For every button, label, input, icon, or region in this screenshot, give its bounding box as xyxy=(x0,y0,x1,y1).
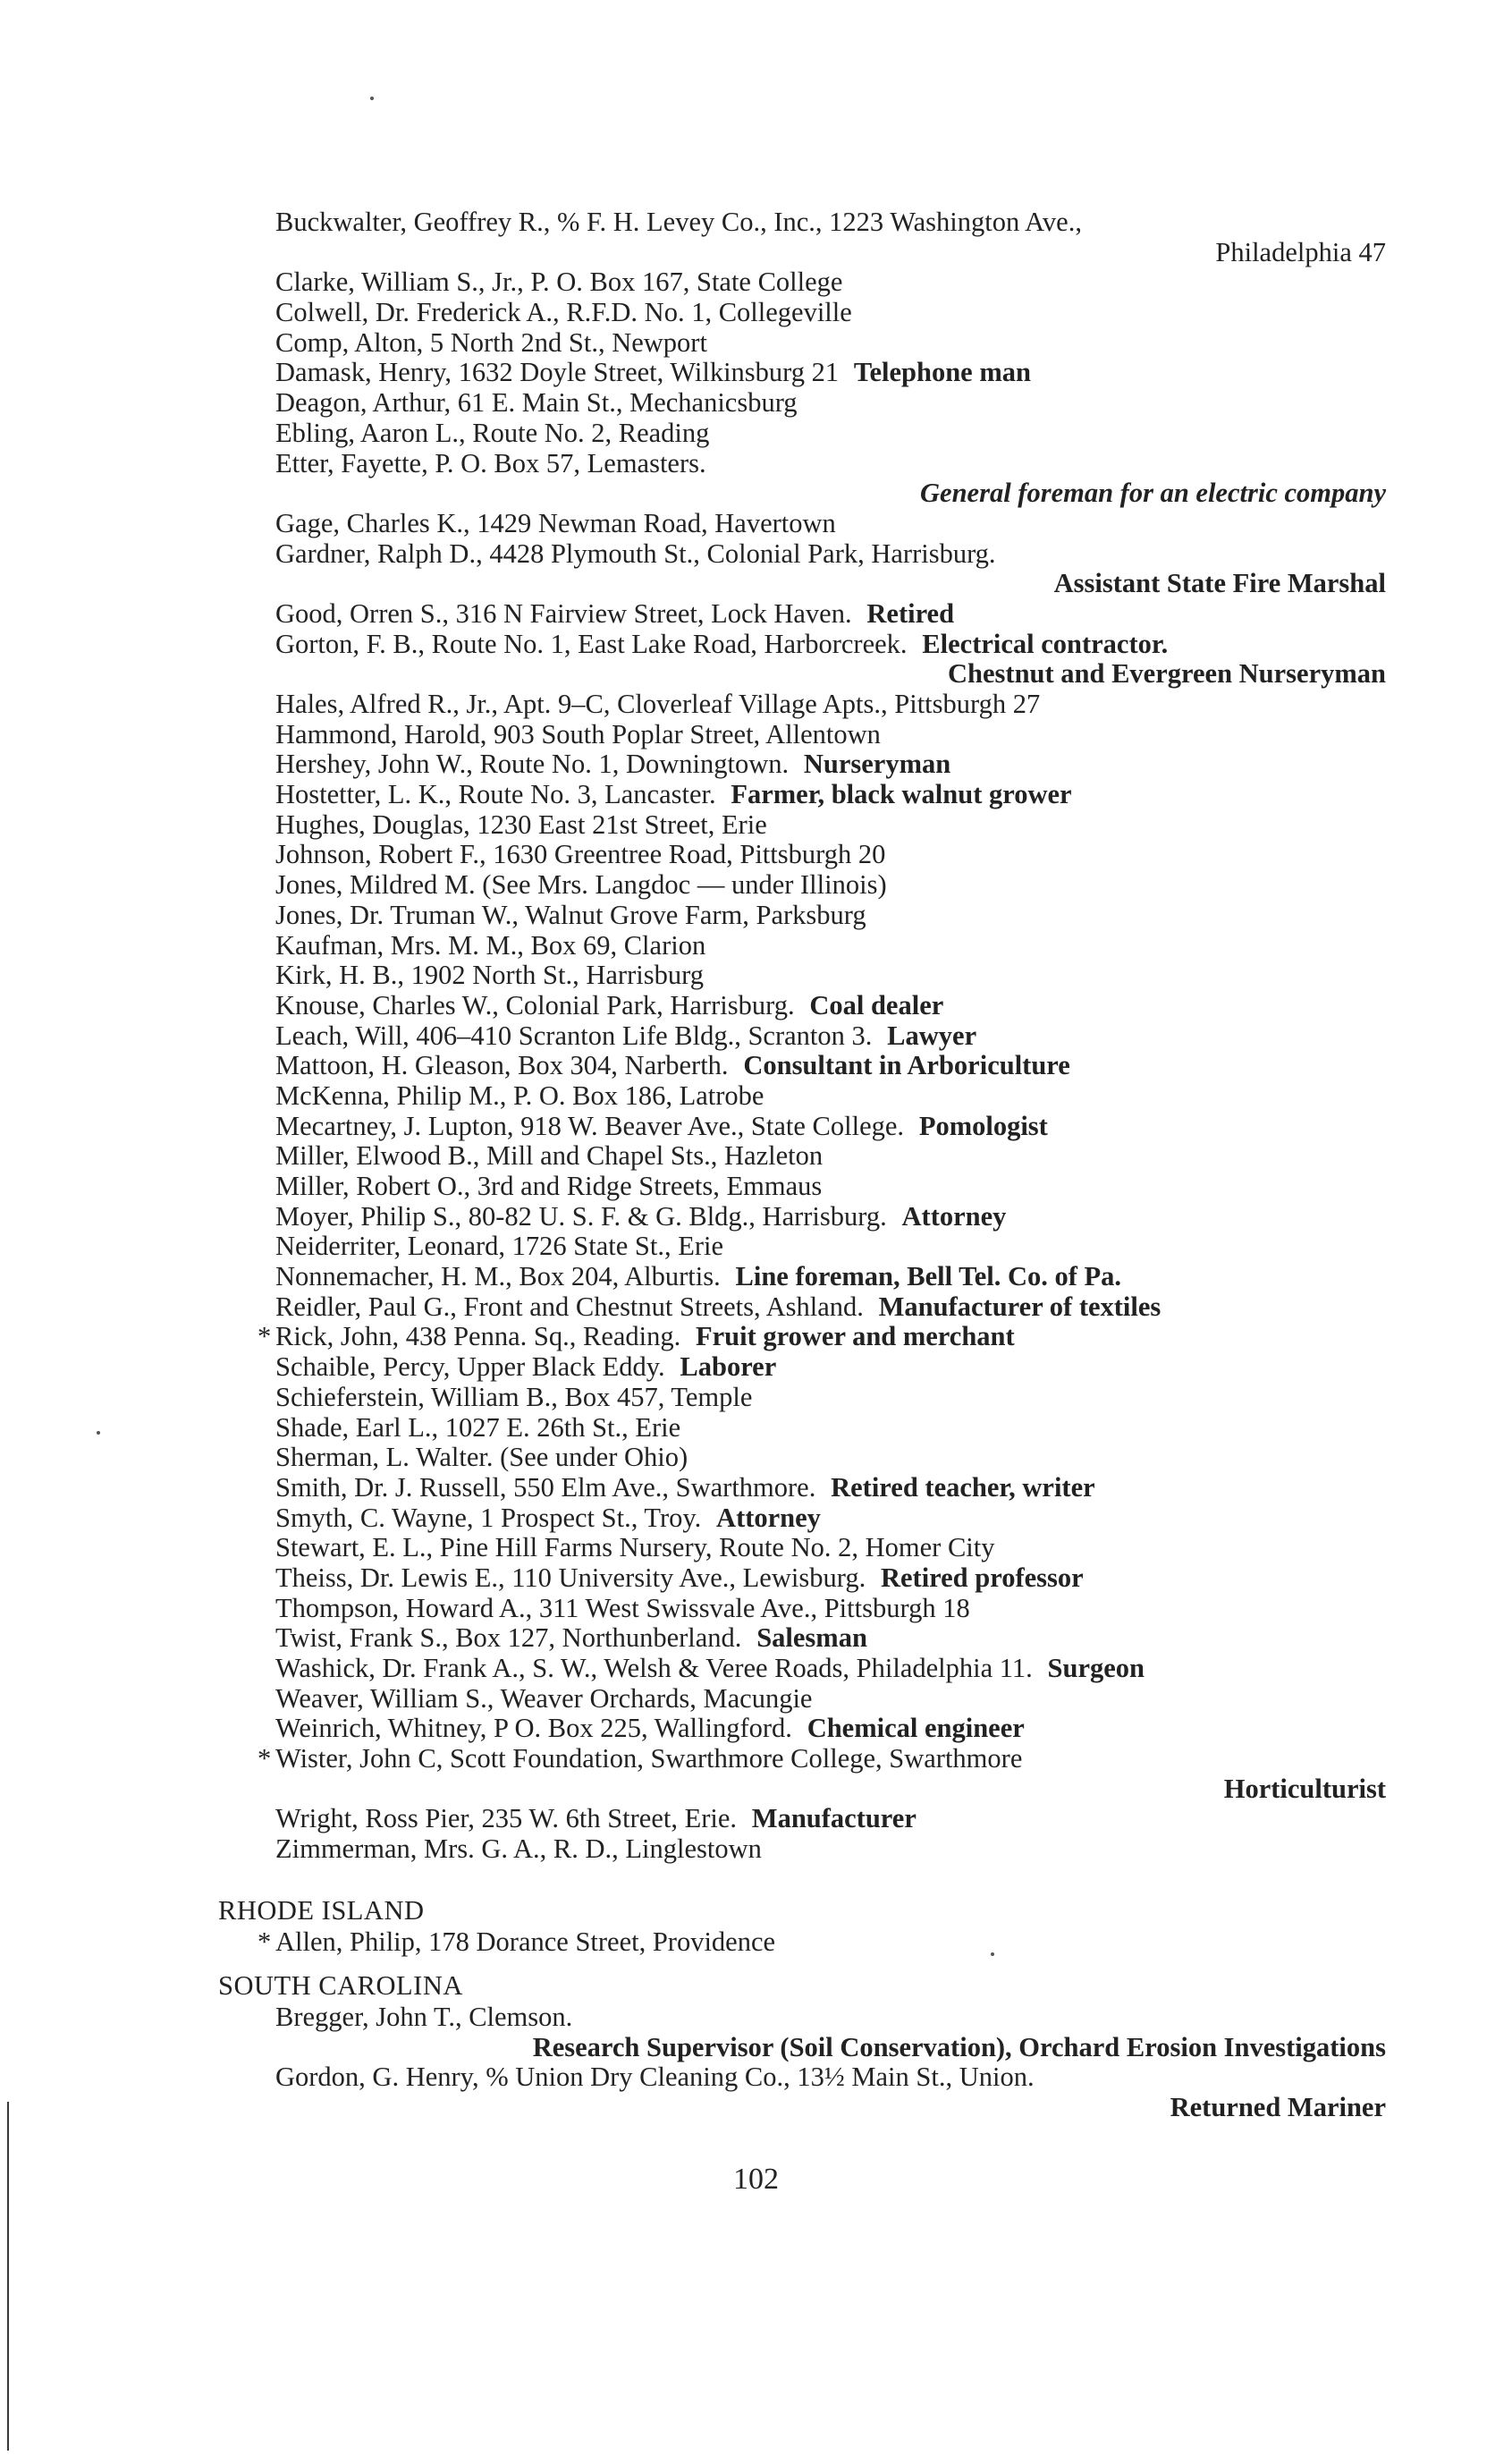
entry-line xyxy=(275,358,1386,388)
entry-line xyxy=(275,1081,1386,1112)
entry-occupation: Attorney xyxy=(901,1200,1007,1232)
entry-line xyxy=(275,207,1386,238)
directory-entry xyxy=(275,901,1386,931)
scan-speck xyxy=(370,97,374,100)
entry-line xyxy=(275,419,1386,449)
entry-occupation: Surgeon xyxy=(1047,1653,1145,1683)
directory-entry xyxy=(275,1684,1386,1715)
entry-name-address: Shade, Earl L., 1027 E. 26th St., Erie xyxy=(275,1411,681,1443)
asterisk-marker: * xyxy=(258,1321,272,1352)
entry-line xyxy=(275,1563,1386,1594)
entry-line xyxy=(275,1594,1386,1624)
directory-entry xyxy=(275,720,1386,750)
entry-line xyxy=(258,1743,1386,1774)
directory-entry xyxy=(275,690,1386,720)
entry-line xyxy=(275,1443,1386,1473)
directory-entry xyxy=(275,1141,1386,1172)
entry-name-address: Ebling, Aaron L., Route No. 2, Reading xyxy=(275,417,710,448)
entry-continuation: Returned Mariner xyxy=(1170,2092,1386,2123)
directory-entry xyxy=(258,1321,1386,1352)
entry-line xyxy=(275,720,1386,750)
entry-name-address: Gardner, Ralph D., 4428 Plymouth St., Colonial Park, Harrisburg. xyxy=(275,538,996,569)
entry-name-address: Jones, Mildred M. (See Mrs. Langdoc — under Illinois) xyxy=(275,869,887,901)
entry-name-address: Moyer, Philip S., 80-82 U. S. F. & G. Bldg., Harrisburg. xyxy=(275,1200,887,1232)
entry-line xyxy=(275,1804,1386,1834)
entry-line xyxy=(275,1112,1386,1142)
entry-line xyxy=(275,1202,1386,1232)
entry-line xyxy=(275,1292,1386,1323)
entry-name-address: Johnson, Robert F., 1630 Greentree Road, Pittsburgh 20 xyxy=(275,839,886,870)
directory-entry xyxy=(275,1834,1386,1865)
directory-entry xyxy=(275,1202,1386,1232)
directory-entry xyxy=(275,539,1386,599)
entry-line xyxy=(275,388,1386,419)
state-heading-rhode-island: RHODE ISLAND xyxy=(218,1895,425,1926)
entry-line xyxy=(275,1383,1386,1413)
entry-name-address: Theiss, Dr. Lewis E., 110 University Ave., Lewisburg. xyxy=(275,1562,866,1593)
directory-entry xyxy=(275,749,1386,780)
entry-name-address: Mattoon, H. Gleason, Box 304, Narberth. xyxy=(275,1050,729,1081)
entry-occupation: Chemical engineer xyxy=(807,1713,1025,1744)
asterisk-marker: * xyxy=(258,1743,272,1774)
entry-line xyxy=(275,1503,1386,1534)
directory-entry xyxy=(275,358,1386,388)
entry-line xyxy=(275,870,1386,901)
entry-occupation: Electrical contractor. xyxy=(922,628,1169,659)
scan-edge-mark xyxy=(7,2102,9,2451)
directory-entry xyxy=(275,1623,1386,1654)
entry-line xyxy=(275,1413,1386,1444)
entry-line xyxy=(275,1714,1386,1744)
directory-entry xyxy=(275,1804,1386,1834)
directory-entry xyxy=(275,1352,1386,1383)
entry-line xyxy=(275,749,1386,780)
entry-line xyxy=(275,509,1386,539)
entry-name-address: Hammond, Harold, 903 South Poplar Street, Allentown xyxy=(275,718,881,749)
entry-name-address: Miller, Robert O., 3rd and Ridge Streets, Emmaus xyxy=(275,1171,823,1201)
entry-name-address: Washick, Dr. Frank A., S. W., Welsh & Veree Roads, Philadelphia 11. xyxy=(275,1653,1033,1683)
entry-line xyxy=(258,1926,1386,1958)
directory-entry xyxy=(275,328,1386,359)
south-carolina-entries xyxy=(275,2003,1386,2123)
entry-occupation: Laborer xyxy=(680,1351,777,1383)
entry-name-address: Rick, John, 438 Penna. Sq., Reading. xyxy=(275,1321,681,1352)
entry-line xyxy=(275,1172,1386,1202)
entry-line xyxy=(275,539,1386,570)
entry-name-address: Kirk, H. B., 1902 North St., Harrisburg xyxy=(275,960,704,991)
entry-line xyxy=(275,1141,1386,1172)
directory-entry xyxy=(275,599,1386,630)
entry-name-address: Gage, Charles K., 1429 Newman Road, Havertown xyxy=(275,507,836,538)
directory-entry xyxy=(275,1503,1386,1534)
directory-entry xyxy=(275,2003,1386,2062)
entry-name-address: Knouse, Charles W., Colonial Park, Harrisburg. xyxy=(275,989,795,1020)
directory-entry xyxy=(275,1262,1386,1292)
directory-entry xyxy=(275,810,1386,841)
entry-continuation: Assistant State Fire Marshal xyxy=(1053,568,1386,599)
entry-name-address: Sherman, L. Walter. (See under Ohio) xyxy=(275,1442,688,1473)
entry-line xyxy=(275,1262,1386,1292)
entry-continuation: Horticulturist xyxy=(1223,1773,1386,1804)
directory-entry xyxy=(275,1533,1386,1563)
directory-entry xyxy=(275,780,1386,810)
entry-line xyxy=(275,1473,1386,1503)
directory-entry xyxy=(275,298,1386,328)
entry-name-address: Thompson, Howard A., 311 West Swissvale Ave., Pittsburgh 18 xyxy=(275,1592,970,1623)
directory-entry xyxy=(275,449,1386,509)
entry-name-address: Allen, Philip, 178 Dorance Street, Providence xyxy=(275,1926,776,1957)
page-number: 102 xyxy=(733,2163,779,2196)
entry-name-address: Zimmerman, Mrs. G. A., R. D., Linglestown xyxy=(275,1833,762,1865)
entry-name-address: Hales, Alfred R., Jr., Apt. 9–C, Cloverleaf Village Apts., Pittsburgh 27 xyxy=(275,689,1041,719)
entry-line xyxy=(275,267,1386,298)
entry-line xyxy=(275,991,1386,1021)
entry-line xyxy=(275,961,1386,991)
state-heading-south-carolina: SOUTH CAROLINA xyxy=(218,1970,463,2001)
entry-name-address: Nonnemacher, H. M., Box 204, Alburtis. xyxy=(275,1261,721,1292)
entry-name-address: Smith, Dr. J. Russell, 550 Elm Ave., Swarthmore. xyxy=(275,1471,816,1503)
directory-entry xyxy=(275,840,1386,870)
entry-name-address: Kaufman, Mrs. M. M., Box 69, Clarion xyxy=(275,929,706,961)
entry-line xyxy=(275,1021,1386,1052)
directory-entry xyxy=(275,870,1386,901)
entry-line xyxy=(275,1834,1386,1865)
directory-entry xyxy=(275,961,1386,991)
directory-entry xyxy=(275,1172,1386,1202)
asterisk-marker: * xyxy=(258,1926,272,1957)
directory-entry xyxy=(275,1654,1386,1684)
entry-occupation: Coal dealer xyxy=(809,989,944,1020)
directory-entry xyxy=(275,1473,1386,1503)
entry-name-address: Buckwalter, Geoffrey R., % F. H. Levey Co., Inc., 1223 Washington Ave., xyxy=(275,207,1082,237)
entry-name-address: Weaver, William S., Weaver Orchards, Macungie xyxy=(275,1682,813,1714)
entry-occupation: Pomologist xyxy=(918,1110,1048,1141)
entry-name-address: Hostetter, L. K., Route No. 3, Lancaster. xyxy=(275,779,716,810)
entry-line xyxy=(275,1684,1386,1715)
entry-occupation: Lawyer xyxy=(887,1020,977,1051)
entry-occupation: Consultant in Arboriculture xyxy=(743,1050,1070,1081)
directory-entry xyxy=(275,207,1386,267)
entry-line xyxy=(275,690,1386,720)
entry-occupation: Farmer, black walnut grower xyxy=(731,779,1072,810)
directory-entry xyxy=(275,1594,1386,1624)
entry-line xyxy=(275,1623,1386,1654)
entry-line xyxy=(275,328,1386,359)
scan-speck xyxy=(991,1952,994,1956)
directory-entry xyxy=(258,1926,1386,1958)
entry-line xyxy=(275,901,1386,931)
entry-line xyxy=(275,780,1386,810)
entry-name-address: Weinrich, Whitney, P O. Box 225, Wallingford. xyxy=(275,1713,792,1744)
entry-line xyxy=(275,599,1386,630)
directory-entry xyxy=(275,1714,1386,1744)
directory-entry xyxy=(275,1051,1386,1081)
entry-line xyxy=(275,810,1386,841)
entry-name-address: Schaible, Percy, Upper Black Eddy. xyxy=(275,1351,665,1383)
entry-name-address: Hershey, John W., Route No. 1, Downingtown. xyxy=(275,749,790,780)
entry-name-address: Comp, Alton, 5 North 2nd St., Newport xyxy=(275,326,707,358)
directory-entry xyxy=(275,388,1386,419)
entry-line xyxy=(275,1654,1386,1684)
scan-speck xyxy=(97,1431,100,1435)
directory-entry xyxy=(275,630,1386,690)
entry-continuation: General foreman for an electric company xyxy=(920,478,1386,509)
directory-entry xyxy=(275,267,1386,298)
directory-entry xyxy=(275,991,1386,1021)
pennsylvania-entries xyxy=(258,207,1386,1865)
entry-line xyxy=(275,298,1386,328)
entry-line xyxy=(275,840,1386,870)
directory-entry xyxy=(275,1292,1386,1323)
directory-entry xyxy=(275,1563,1386,1594)
entry-occupation: Retired teacher, writer xyxy=(831,1471,1095,1503)
entry-occupation: Manufacturer xyxy=(751,1803,916,1834)
entry-name-address: Neiderriter, Leonard, 1726 State St., Erie xyxy=(275,1231,724,1262)
directory-entry xyxy=(275,419,1386,449)
directory-entry xyxy=(275,1021,1386,1052)
entry-line xyxy=(258,1321,1386,1352)
entry-name-address: Reidler, Paul G., Front and Chestnut Streets, Ashland. xyxy=(275,1291,864,1322)
entry-line xyxy=(275,931,1386,961)
entry-name-address: Good, Orren S., 316 N Fairview Street, Lock Haven. xyxy=(275,597,852,629)
entry-name-address: Schieferstein, William B., Box 457, Temple xyxy=(275,1381,753,1412)
directory-entry xyxy=(275,1413,1386,1444)
directory-entry xyxy=(275,1112,1386,1142)
entry-name-address: Etter, Fayette, P. O. Box 57, Lemasters. xyxy=(275,447,706,478)
entry-continuation: Research Supervisor (Soil Conservation), Orchard Erosion Investigations xyxy=(532,2031,1386,2062)
entry-occupation: Retired xyxy=(866,597,955,629)
directory-entry xyxy=(275,931,1386,961)
entry-occupation: Salesman xyxy=(756,1622,867,1654)
directory-entry xyxy=(275,2062,1386,2122)
entry-line xyxy=(275,1232,1386,1262)
entry-line xyxy=(275,1352,1386,1383)
entry-occupation: Fruit grower and merchant xyxy=(696,1321,1015,1352)
directory-entry xyxy=(275,509,1386,539)
entry-occupation: Nurseryman xyxy=(803,749,951,780)
entry-name-address: Twist, Frank S., Box 127, Northunberland. xyxy=(275,1622,742,1654)
entry-line xyxy=(275,630,1386,660)
entry-occupation: Attorney xyxy=(716,1502,821,1533)
directory-entry xyxy=(275,1232,1386,1262)
entry-line xyxy=(275,2062,1386,2093)
entry-name-address: Jones, Dr. Truman W., Walnut Grove Farm, Parksburg xyxy=(275,899,866,930)
entry-line xyxy=(275,1051,1386,1081)
entry-line xyxy=(275,2003,1386,2033)
entry-name-address: Wright, Ross Pier, 235 W. 6th Street, Erie. xyxy=(275,1803,738,1834)
entry-name-address: Miller, Elwood B., Mill and Chapel Sts., Hazleton xyxy=(275,1140,824,1172)
entry-name-address: Colwell, Dr. Frederick A., R.F.D. No. 1, Collegeville xyxy=(275,297,852,328)
entry-name-address: Deagon, Arthur, 61 E. Main St., Mechanicsburg xyxy=(275,387,798,419)
entry-name-address: Bregger, John T., Clemson. xyxy=(275,2002,573,2032)
entry-name-address: McKenna, Philip M., P. O. Box 186, Latrobe xyxy=(275,1080,764,1111)
entry-occupation: Telephone man xyxy=(853,357,1031,388)
entry-name-address: Damask, Henry, 1632 Doyle Street, Wilkinsburg 21 xyxy=(275,357,840,388)
entry-continuation: Chestnut and Evergreen Nurseryman xyxy=(948,658,1386,690)
entry-line xyxy=(275,1533,1386,1563)
directory-entry xyxy=(275,1081,1386,1112)
entry-line xyxy=(275,449,1386,479)
entry-occupation: Line foreman, Bell Tel. Co. of Pa. xyxy=(735,1261,1122,1292)
directory-entry xyxy=(275,1443,1386,1473)
entry-name-address: Hughes, Douglas, 1230 East 21st Street, Erie xyxy=(275,809,767,840)
rhode-island-entries xyxy=(258,1926,1386,1958)
directory-entry xyxy=(258,1743,1386,1804)
entry-continuation: Philadelphia 47 xyxy=(1215,236,1386,267)
directory-entry xyxy=(275,1383,1386,1413)
entry-name-address: Mecartney, J. Lupton, 918 W. Beaver Ave., State College. xyxy=(275,1110,905,1141)
entry-name-address: Smyth, C. Wayne, 1 Prospect St., Troy. xyxy=(275,1502,702,1533)
entry-name-address: Clarke, William S., Jr., P. O. Box 167, State College xyxy=(275,267,843,298)
entry-name-address: Gordon, G. Henry, % Union Dry Cleaning Co., 13½ Main St., Union. xyxy=(275,2062,1035,2093)
entry-occupation: Retired professor xyxy=(880,1562,1084,1593)
entry-name-address: Wister, John C, Scott Foundation, Swarthmore College, Swarthmore xyxy=(275,1743,1023,1774)
entry-name-address: Stewart, E. L., Pine Hill Farms Nursery, Route No. 2, Homer City xyxy=(275,1532,995,1563)
entry-name-address: Gorton, F. B., Route No. 1, East Lake Road, Harborcreek. xyxy=(275,628,908,659)
entry-occupation: Manufacturer of textiles xyxy=(878,1291,1161,1322)
entry-name-address: Leach, Will, 406–410 Scranton Life Bldg., Scranton 3. xyxy=(275,1020,873,1051)
